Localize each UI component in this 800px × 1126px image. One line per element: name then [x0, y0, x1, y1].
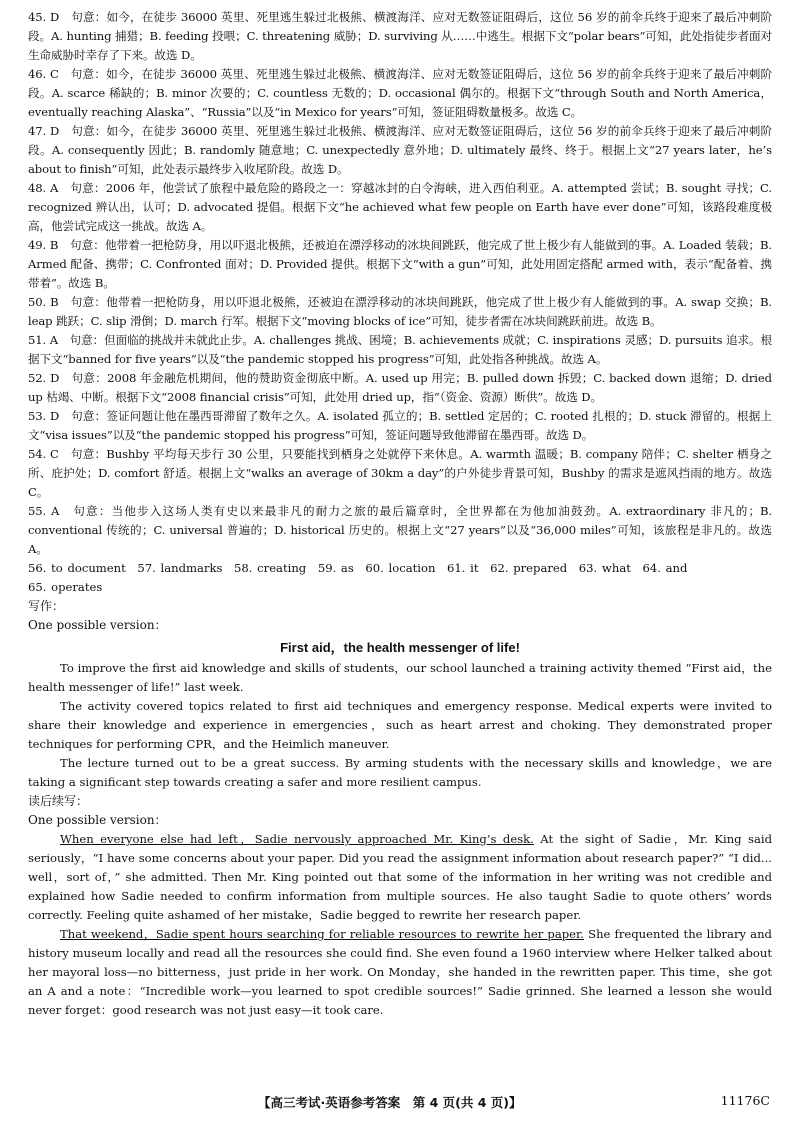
- essay-title: First aid，the health messenger of life!: [280, 640, 520, 655]
- possible-version-label: One possible version：: [28, 813, 167, 827]
- answer-48: 48. A 句意：2006 年，他尝试了旅程中最危险的路段之一：穿越冰封的白令海峡，进入西伯利亚。A. attempted 尝试；B. sought 寻找；C. recognized 辨认出，认可；D. advocated 提倡。根据下文“he achieved what few people on Earth have ever done”可知，该路段难度极高，他尝试完成这一挑战。故选 A。: [28, 181, 772, 233]
- story-paragraph-text: At the sight of Sadie，Mr. King said seriously，“I have some concerns about your paper. Did you read the assignment information about research paper?” “I did... well，sort of，” she admitted. Then Mr. King pointed out that some of the information in her writing was not credible and explained how Sadie needed to confirm information from multiple sources. He also taught Sadie to quote others’ words correctly. Feeling quite ashamed of her mistake，Sadie begged to rewrite her research paper.: [28, 832, 772, 922]
- essay-paragraph: To improve the first aid knowledge and skills of students，our school launched a training activity themed “First aid，the health messenger of life!” last week.: [28, 661, 772, 694]
- story-opening-sentence: That weekend，Sadie spent hours searching for reliable resources to rewrite her paper.: [60, 927, 584, 941]
- story-paragraph-text: She frequented the library and history museum locally and read all the resources she could find. She even found a 1960 interview where Helker talked about her mayoral loss—no bitterness，just pride in her work. On Monday，she handed in the rewritten paper. This time，she got an A and a note：“Incredible work—you learned to spot credible sources!” Sadie grinned. She learned a lesson she would never forget：good research was not just easy—it took care.: [28, 927, 772, 1017]
- answer-52: 52. D 句意：2008 年金融危机期间，他的赞助资金彻底中断。A. used up 用完；B. pulled down 拆毁；C. backed down 退缩；D. dried up 枯竭、中断。根据下文“2008 financial crisis”可知，此处用 dried up，指“（资金、资源）断供”。故选 D。: [28, 371, 772, 404]
- essay-paragraph: The lecture turned out to be a great success. By arming students with the necessary skills and knowledge，we are taking a significant step towards creating a safer and more resilient campus.: [28, 756, 772, 789]
- answer-50: 50. B 句意：他带着一把枪防身，用以吓退北极熊，还被迫在漂浮移动的冰块间跳跃，他完成了世上极少有人能做到的事。A. swap 交换；B. leap 跳跃；C. slip 滑倒；D. march 行军。根据下文“moving blocks of ice”可知，徒步者需在冰块间跳跃前进。故选 B。: [28, 295, 772, 328]
- cloze-answers-line-2: 65. operates: [28, 580, 103, 594]
- answer-51: 51. A 句意：但面临的挑战并未就此止步。A. challenges 挑战、困境；B. achievements 成就；C. inspirations 灵感；D. pursuits 追求。根据下文“banned for five years”以及“the pandemic stopped his progress”可知，此处指各种挑战。故选 A。: [28, 333, 772, 366]
- answer-55: 55. A 句意：当他步入这场人类有史以来最非凡的耐力之旅的最后篇章时，全世界都在为他加油鼓劲。A. extraordinary 非凡的；B. conventional 传统的；C. universal 普遍的；D. historical 历史的。根据上文“27 years”以及“36,000 miles”可知，该旅程是非凡的。故选 A。: [28, 504, 772, 556]
- essay-paragraph: The activity covered topics related to first aid techniques and emergency response. Medical experts were invited to share their knowledge and experience in emergencies，such as heart arrest and choking. They demonstrated proper techniques for performing CPR，and the Heimlich maneuver.: [28, 699, 772, 751]
- answer-49: 49. B 句意：他带着一把枪防身，用以吓退北极熊，还被迫在漂浮移动的冰块间跳跃，他完成了世上极少有人能做到的事。A. Loaded 装载；B. Armed 配备、携带；C. Confronted 面对；D. Provided 提供。根据下文“with a gun”可知，此处用固定搭配 armed with，表示“配备着、携带着”。故选 B。: [28, 238, 772, 290]
- story-opening-sentence: When everyone else had left，Sadie nervously approached Mr. King’s desk.: [60, 832, 534, 846]
- answer-page: [28, 8, 772, 1020]
- cloze-answers-line-1: 56. to document 57. landmarks 58. creating 59. as 60. location 61. it 62. prepared 63. what 64. and: [28, 561, 688, 575]
- story-paragraph-2: [28, 925, 772, 1020]
- possible-version-label: One possible version：: [28, 618, 167, 632]
- writing-label: 写作：: [28, 599, 65, 613]
- answer-47: 47. D 句意：如今，在徒步 36000 英里、死里逃生躲过北极熊、横渡海洋、应对无数签证阻碍后，这位 56 岁的前伞兵终于迎来了最后冲刺阶段。A. consequently 因此；B. randomly 随意地；C. unexpectedly 意外地；D. ultimately 最终、终于。根据上文“27 years later，he’s about to finish”可知，此处表示最终步入收尾阶段。故选 D。: [28, 124, 772, 176]
- continuation-label: 读后续写：: [28, 794, 89, 808]
- footer-code: 11176C: [720, 1093, 770, 1108]
- answer-53: 53. D 句意：签证问题让他在墨西哥滞留了数年之久。A. isolated 孤立的；B. settled 定居的；C. rooted 扎根的；D. stuck 滞留的。根据上文“visa issues”以及“the pandemic stopped his progress”可知，签证问题导致他滞留在墨西哥。故选 D。: [28, 409, 772, 442]
- answer-54: 54. C 句意：Bushby 平均每天步行 30 公里，只要能找到栖身之处就停下来休息。A. warmth 温暖；B. company 陪伴；C. shelter 栖身之所、庇护处；D. comfort 舒适。根据上文“walks an average of 30km a day”的户外徒步背景可知，Bushby 的需求是遮风挡雨的地方。故选 C。: [28, 447, 772, 499]
- answer-46: 46. C 句意：如今，在徒步 36000 英里、死里逃生躲过北极熊、横渡海洋、应对无数签证阻碍后，这位 56 岁的前伞兵终于迎来了最后冲刺阶段。A. scarce 稀缺的；B. minor 次要的；C. countless 无数的；D. occasional 偶尔的。根据下文“through South and North America，eventually reaching Alaska”、“Russia”以及“in Mexico for years”可知，签证阻碍数量极多。故选 C。: [28, 67, 772, 119]
- story-paragraph-1: [28, 830, 772, 925]
- footer-title: 【高三考试·英语参考答案 第 4 页(共 4 页)】: [258, 1095, 522, 1110]
- page-footer: [0, 1093, 800, 1115]
- answer-45: 45. D 句意：如今，在徒步 36000 英里、死里逃生躲过北极熊、横渡海洋、应对无数签证阻碍后，这位 56 岁的前伞兵终于迎来了最后冲刺阶段。A. hunting 捕猎；B. feeding 投喂；C. threatening 威胁；D. surviving 从……中逃生。根据下文“polar bears”可知，此处指徒步者面对生命威胁时幸存了下来。故选 D。: [28, 10, 772, 62]
